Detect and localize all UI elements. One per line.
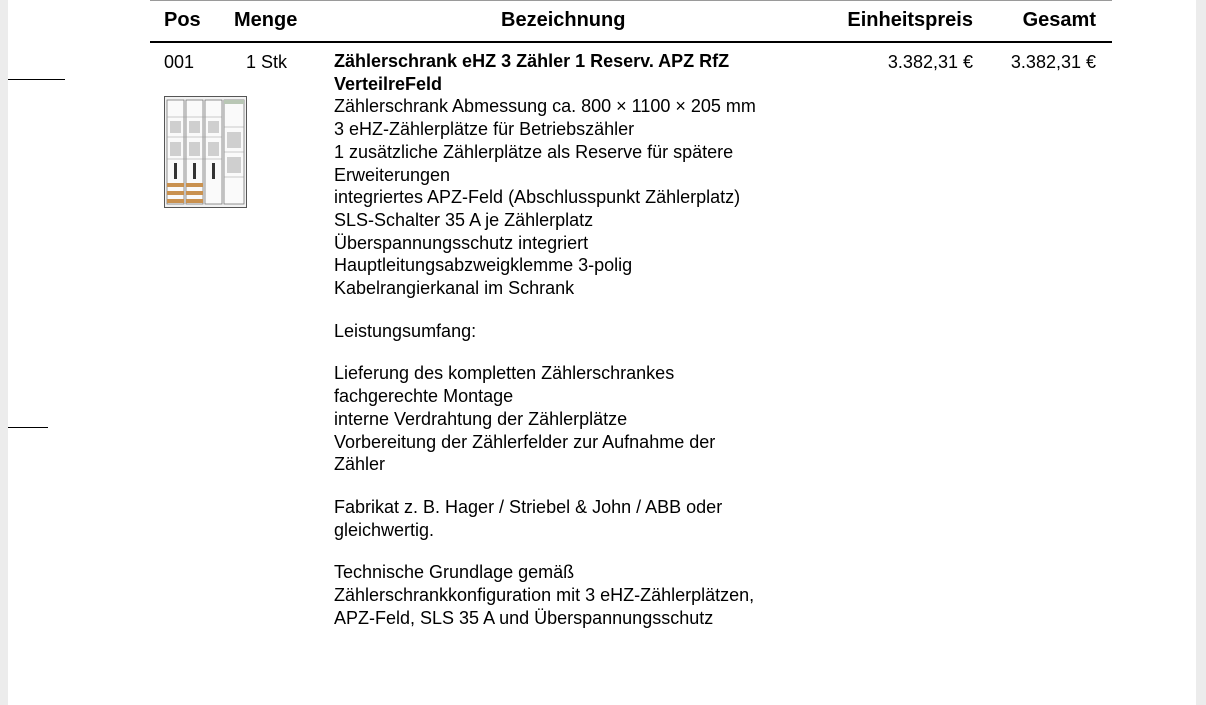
grundlage-line: Technische Grundlage gemäß: [334, 562, 575, 583]
item-title-line-2: VerteilreFeld: [334, 73, 443, 94]
header-einheitspreis: Einheitspreis: [847, 9, 973, 31]
item-pos: 001: [164, 52, 195, 72]
margin-mark: [8, 427, 48, 428]
item-menge: 1 Stk: [246, 52, 288, 72]
grundlage-line: Zählerschrankkonfiguration mit 3 eHZ-Zählerplätzen,: [334, 585, 755, 606]
header-menge: Menge: [234, 9, 298, 31]
table-header: [150, 1, 1112, 43]
header-pos: Pos: [164, 9, 201, 31]
leistung-line: fachgerechte Montage: [334, 386, 514, 407]
desc-line: Überspannungsschutz integriert: [334, 232, 589, 253]
desc-line: integriertes APZ-Feld (Abschlusspunkt Zählerplatz): [334, 187, 741, 208]
leistung-line: Zähler: [334, 454, 386, 475]
desc-line: 1 zusätzliche Zählerplätze als Reserve für spätere: [334, 141, 734, 162]
grundlage-line: APZ-Feld, SLS 35 A und Überspannungsschutz: [334, 607, 714, 628]
leistung-line: Lieferung des kompletten Zählerschrankes: [334, 363, 675, 384]
desc-line: Zählerschrank Abmessung ca. 800 × 1100 × 205 mm: [334, 96, 756, 117]
item-title-line-1: Zählerschrank eHZ 3 Zähler 1 Reserv. APZ RfZ: [334, 51, 730, 71]
leistung-line: Vorbereitung der Zählerfelder zur Aufnahme der: [334, 431, 716, 452]
header-gesamt: Gesamt: [1022, 9, 1096, 31]
fabrikat-line: Fabrikat z. B. Hager / Striebel & John / ABB oder: [334, 496, 723, 517]
leistungsumfang-label: Leistungsumfang:: [334, 320, 477, 341]
desc-line: Erweiterungen: [334, 164, 451, 185]
item-gesamt: 3.382,31 €: [1010, 52, 1096, 72]
item-description: [334, 50, 814, 629]
desc-line: SLS-Schalter 35 A je Zählerplatz: [334, 209, 594, 230]
fabrikat-line: gleichwertig.: [334, 519, 435, 540]
leistung-line: interne Verdrahtung der Zählerplätze: [334, 408, 628, 429]
desc-line: Kabelrangierkanal im Schrank: [334, 278, 575, 299]
desc-line: Hauptleitungsabzweigklemme 3-polig: [334, 255, 633, 276]
desc-line: 3 eHZ-Zählerplätze für Betriebszähler: [334, 119, 635, 140]
header-bezeichnung: Bezeichnung: [501, 9, 626, 31]
meter-cabinet-thumbnail-icon: [164, 96, 247, 208]
margin-mark: [8, 79, 65, 80]
item-einheitspreis: 3.382,31 €: [887, 52, 973, 72]
